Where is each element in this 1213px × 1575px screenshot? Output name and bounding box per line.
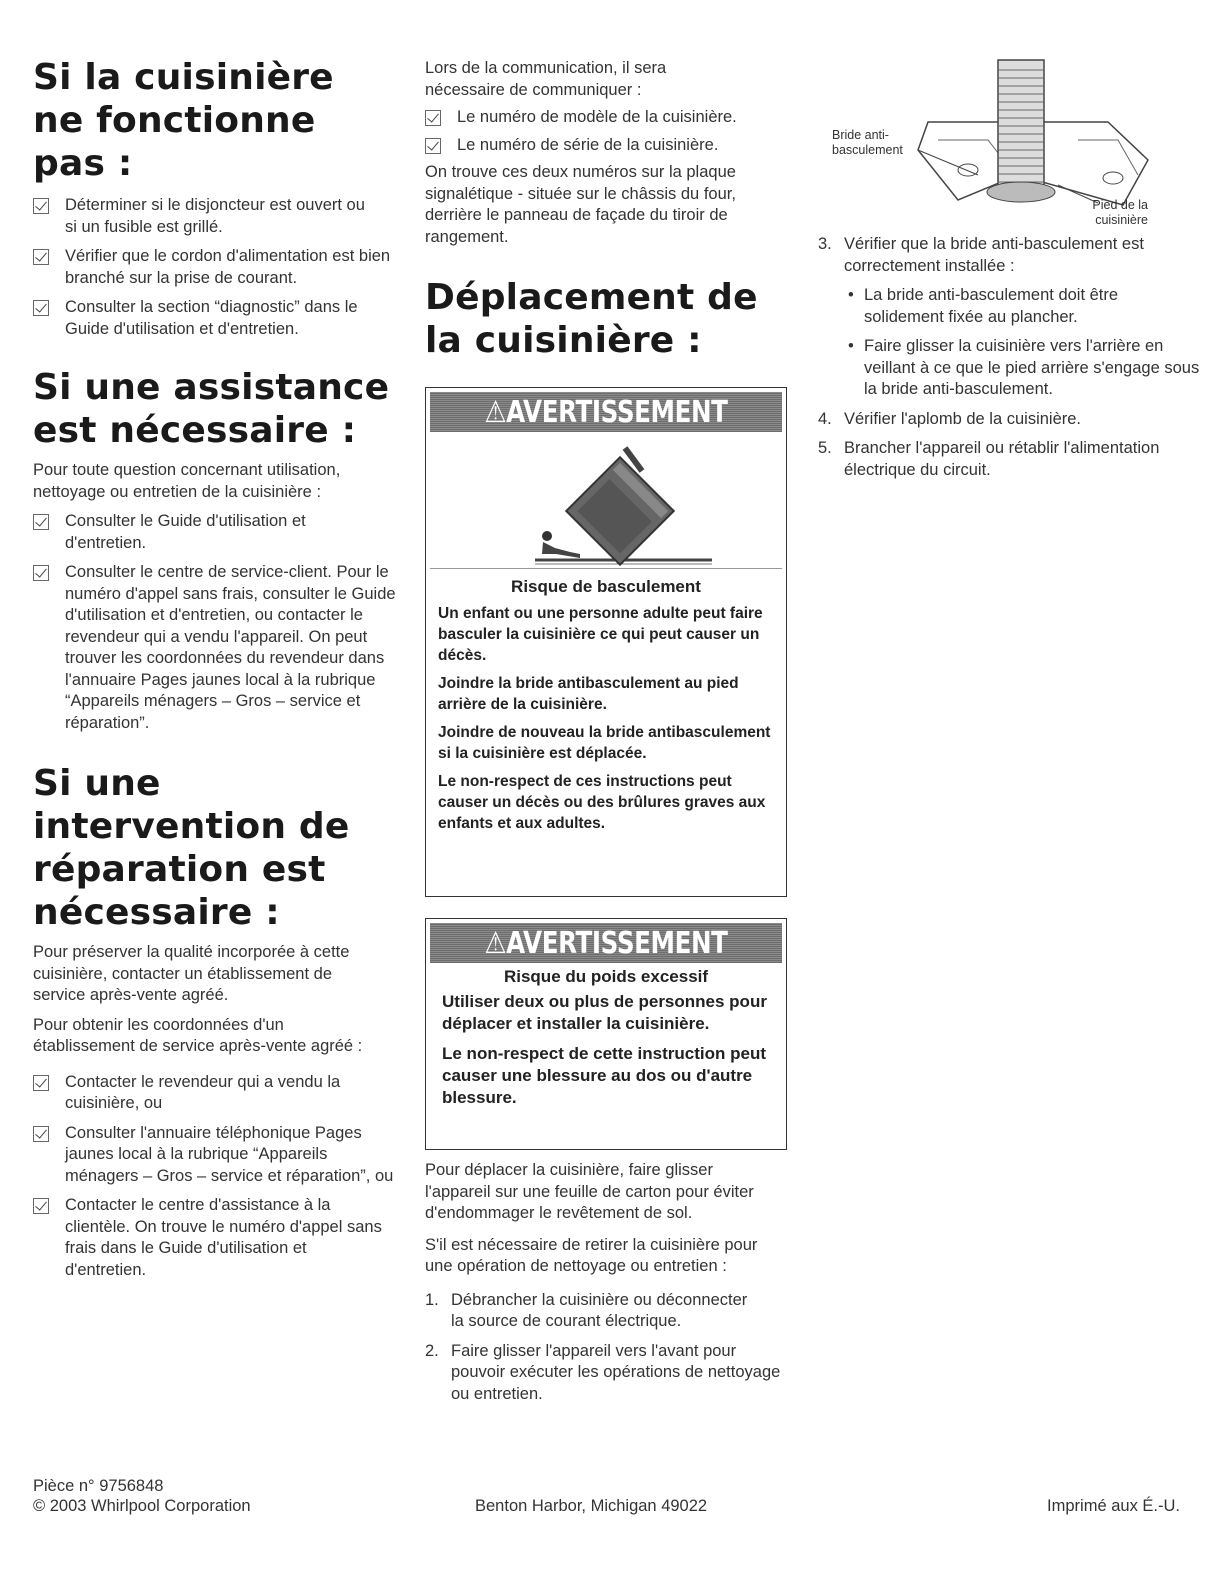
step-text: Faire glisser l'appareil vers l'avant pour pouvoir exécuter les opérations de nettoyage ou entretien. [451,1341,781,1403]
warning-text: Utiliser deux ou plus de personnes pour déplacer et installer la cuisinière. [442,992,767,1033]
heading-moving: Déplacement de la cuisinière : [425,277,758,361]
tip-over-illustration [430,436,782,568]
checklist-text: Déterminer si le disjoncteur est ouvert ou si un fusible est grillé. [65,196,365,236]
warning-title: Risque du poids excessif [503,967,709,986]
checkbox-icon [33,249,49,265]
warning-title: Risque de basculement [511,577,701,596]
checklist-text: Consulter l'annuaire téléphonique Pages jaunes local à la rubrique “Appareils ménagers – Gros – service et réparation”, ou [65,1123,394,1185]
warning-text: Le non-respect de ces instructions peut causer un décès ou des brûlures graves aux enfants et aux adultes. [438,773,766,832]
checklist-item [33,297,385,340]
step-text: Débrancher la cuisinière ou déconnecter la source de courant électrique. [451,1290,748,1330]
step-item [818,234,1194,277]
step-item [818,438,1164,481]
checklist-item [33,1072,395,1115]
step-item [818,409,1194,431]
checklist-item [33,195,375,238]
excess-weight-warning [425,918,787,1150]
checklist-item [33,511,365,554]
checkbox-icon [33,514,49,530]
step-number: 3. [818,235,832,253]
checkbox-icon [33,1075,49,1091]
heading-repair: Si une intervention de réparation est nécessaire : [33,763,350,933]
checklist-item [33,1123,395,1188]
bullet-item [844,285,1184,328]
bracket-figure [818,0,1188,232]
assistance-intro: Pour toute question concernant utilisation, nettoyage ou entretien de la cuisinière : [33,461,341,501]
heading-not-working: Si la cuisinière ne fonctionne pas : [33,57,334,184]
step-item [425,1341,791,1406]
step-text: Brancher l'appareil ou rétablir l'alimentation électrique du circuit. [844,439,1160,479]
step-text: Vérifier que la bride anti-basculement est correctement installée : [844,235,1144,275]
checkbox-icon [33,565,49,581]
warning-text: Un enfant ou une personne adulte peut faire basculer la cuisinière ce qui peut causer un décès. [438,605,763,664]
checkbox-icon [33,198,49,214]
bullet-icon: • [848,286,854,304]
checklist-text: Consulter le centre de service-client. Pour le numéro d'appel sans frais, consulter le Guide d'utilisation et d'entretien, ou contacter le revendeur qui a vendu l'appareil. On peut trouver les coordonnées du revendeur dans l'annuaire Pages jaunes local à la rubrique “Appareils ménagers – Gros – service et réparation”. [65,563,396,732]
checklist-text: Le numéro de série de la cuisinière. [457,135,719,154]
checklist-item [33,246,395,289]
warning-text: Le non-respect de cette instruction peut causer une blessure au dos ou d'autre blessure. [442,1044,766,1107]
checklist-item [425,107,747,129]
communication-intro: Lors de la communication, il sera nécessaire de communiquer : [425,59,667,99]
middle-column-lower [425,1160,790,1405]
middle-column [425,0,790,362]
warning-banner [430,923,782,963]
warning-banner [430,392,782,432]
repair-paragraph-1: Pour préserver la qualité incorporée à cette cuisinière, contacter un établissement de service après-vente agréé. [33,943,350,1004]
step-number: 1. [425,1290,439,1309]
bullet-text: Faire glisser la cuisinière vers l'arrière en veillant à ce que le pied arrière s'engage sous la bride anti-basculement. [864,337,1200,398]
checklist-text: Vérifier que le cordon d'alimentation est bien branché sur la prise de courant. [65,247,391,287]
warning-banner-text: ⚠AVERTISSEMENT [484,395,728,430]
checklist-text: Consulter le Guide d'utilisation et d'entretien. [65,512,306,552]
footer-copyright: © 2003 Whirlpool Corporation [33,1497,251,1515]
tip-over-warning [425,387,787,897]
warning-text: Joindre la bride antibasculement au pied arrière de la cuisinière. [438,675,739,713]
left-column [33,0,408,1281]
checkbox-icon [425,110,441,126]
heading-assistance: Si une assistance est nécessaire : [33,367,390,451]
step-item [425,1290,751,1333]
moving-paragraph-2: S'il est nécessaire de retirer la cuisinière pour une opération de nettoyage ou entretien : [425,1235,758,1275]
repair-paragraph-2: Pour obtenir les coordonnées d'un établissement de service après-vente agréé : [33,1015,363,1055]
step-text: Vérifier l'aplomb de la cuisinière. [844,409,1082,428]
warning-banner-text: ⚠AVERTISSEMENT [484,926,728,961]
step-number: 2. [425,1341,439,1360]
moving-paragraph-1: Pour déplacer la cuisinière, faire glisser l'appareil sur une feuille de carton pour éviter d'endommager le revêtement de sol. [425,1161,754,1222]
checkbox-icon [33,1126,49,1142]
footer-printed: Imprimé aux É.-U. [1047,1497,1180,1515]
figure-label-bracket: Bride anti-basculement [832,128,903,157]
footer-city: Benton Harbor, Michigan 49022 [475,1497,708,1515]
checklist-item [33,1195,385,1281]
checklist-text: Le numéro de modèle de la cuisinière. [457,108,737,126]
right-column [818,0,1200,481]
checkbox-icon [33,300,49,316]
bullet-item [844,336,1204,401]
checklist-item [33,562,410,734]
checklist-item [425,135,817,157]
checkbox-icon [33,1198,49,1214]
checkbox-icon [425,138,441,154]
bullet-icon: • [848,337,854,355]
nameplate-paragraph: On trouve ces deux numéros sur la plaque signalétique - située sur le châssis du four, derrière le panneau de façade du tiroir de rangement. [425,163,736,246]
checklist-text: Contacter le revendeur qui a vendu la cuisinière, ou [65,1072,341,1112]
warning-text: Joindre de nouveau la bride antibasculement si la cuisinière est déplacée. [438,724,771,762]
footer-part-number: Pièce n° 9756848 [33,1477,164,1495]
step-number: 4. [818,409,832,428]
bullet-text: La bride anti-basculement doit être solidement fixée au plancher. [864,286,1119,326]
step-number: 5. [818,439,832,457]
figure-label-foot: Pied de la cuisinière [1092,198,1148,227]
checklist-text: Contacter le centre d'assistance à la clientèle. On trouve le numéro d'appel sans frais dans le Guide d'utilisation et d'entretien. [65,1196,382,1279]
checklist-text: Consulter la section “diagnostic” dans le Guide d'utilisation et d'entretien. [65,298,358,338]
